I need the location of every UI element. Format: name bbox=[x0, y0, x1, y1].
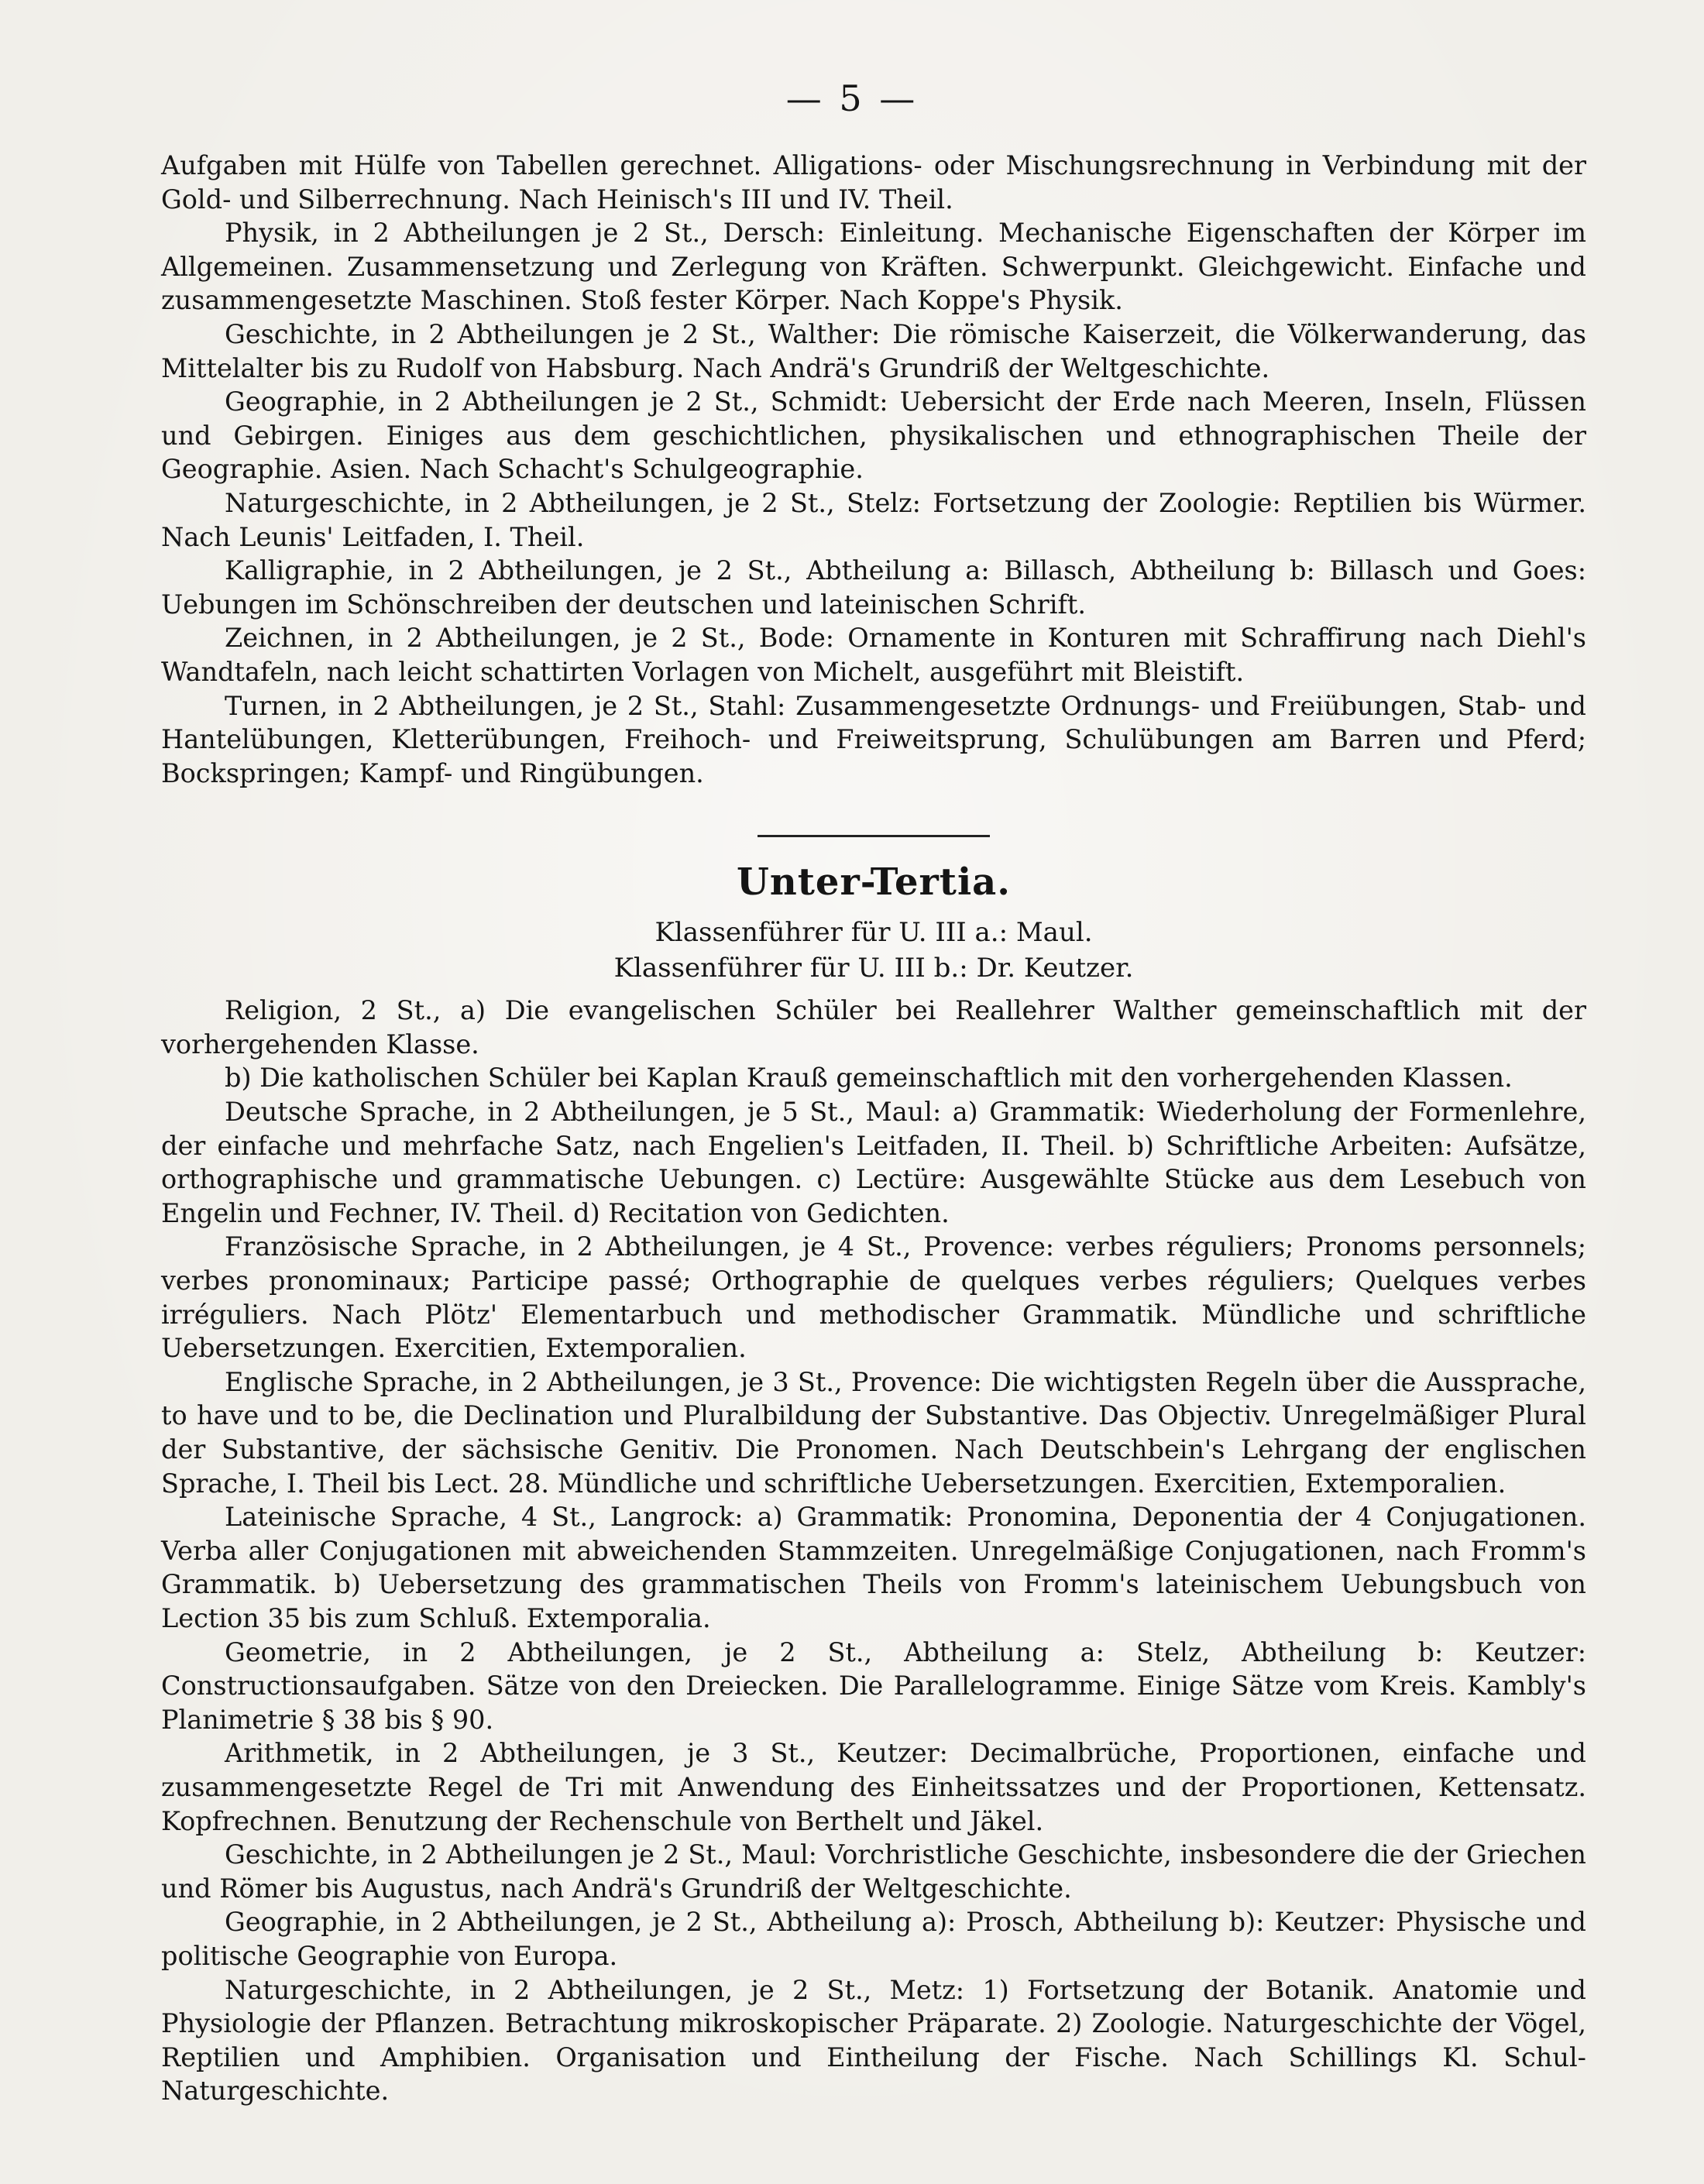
paragraph-franzoesische-sprache: Französische Sprache, in 2 Abtheilungen, je 4 St., Provence: verbes réguliers; Pronoms personnels; verbes pronominaux; Participe passé; Orthographie de quelques verbes réguliers; Quelques verbes irréguliers. Nach Plötz' Elementarbuch und methodischer Grammatik. Mündliche und schriftliche Uebersetzungen. Exercitien, Extemporalien. bbox=[161, 1231, 1586, 1364]
paragraph-englische-sprache: Englische Sprache, in 2 Abtheilungen, je 3 St., Provence: Die wichtigsten Regeln über die Aussprache, to have und to be, die Declination und Pluralbildung der Substantive. Das Objectiv. Unregelmäßiger Plural der Substantive, der sächsische Genitiv. Die Pronomen. Nach Deutschbein's Lehrgang der englischen Sprache, I. Theil bis Lect. 28. Mündliche und schriftliche Uebersetzungen. Exercitien, Extemporalien. bbox=[161, 1366, 1586, 1499]
paragraph-arithmetik: Arithmetik, in 2 Abtheilungen, je 3 St., Keutzer: Decimalbrüche, Proportionen, einfache und zusammengesetzte Regel de Tri mit Anwendung des Einheitssatzes und der Proportionen, Kettensatz. Kopfrechnen. Benutzung der Rechenschule von Berthelt und Jäkel. bbox=[161, 1738, 1586, 1836]
paragraph-kalligraphie: Kalligraphie, in 2 Abtheilungen, je 2 St., Abtheilung a: Billasch, Abtheilung b: Billasch und Goes: Uebungen im Schönschreiben der deutschen und lateinischen Schrift. bbox=[161, 555, 1586, 620]
paragraph-naturgeschichte: Naturgeschichte, in 2 Abtheilungen, je 2 St., Stelz: Fortsetzung der Zoologie: Reptilien bis Würmer. Nach Leunis' Leitfaden, I. Theil. bbox=[161, 487, 1586, 552]
section-divider bbox=[758, 835, 990, 837]
paragraph-lateinische-sprache: Lateinische Sprache, 4 St., Langrock: a) Grammatik: Pronomina, Deponentia der 4 Conjugationen. Verba aller Conjugationen mit abweichenden Stammzeiten. Unregelmäßige Conjugationen, nach Fromm's Grammatik. b) Uebersetzung des grammatischen Theils von Fromm's lateinischem Uebungsbuch von Lection 35 bis zum Schluß. Extemporalia. bbox=[161, 1502, 1586, 1633]
class-leader-b: Klassenführer für U. III b.: Dr. Keutzer. bbox=[613, 953, 1134, 984]
paragraph-geographie-tertia: Geographie, in 2 Abtheilungen, je 2 St., Abtheilung a): Prosch, Abtheilung b): Keutzer: Physische und politische Geographie von Europa. bbox=[161, 1907, 1586, 1971]
paragraph-geschichte-tertia: Geschichte, in 2 Abtheilungen je 2 St., Maul: Vorchristliche Geschichte, insbesondere die der Griechen und Römer bis Augustus, nach Andrä's Grundriß der Weltgeschichte. bbox=[161, 1839, 1586, 1904]
class-leaders bbox=[161, 915, 1586, 986]
paragraph-geschichte: Geschichte, in 2 Abtheilungen je 2 St., Walther: Die römische Kaiserzeit, die Völkerwanderung, das Mittelalter bis zu Rudolf von Habsburg. Nach Andrä's Grundriß der Weltgeschichte. bbox=[161, 318, 1586, 383]
class-leader-a: Klassenführer für U. III a.: Maul. bbox=[654, 917, 1093, 949]
paragraph-geographie: Geographie, in 2 Abtheilungen je 2 St., Schmidt: Uebersicht der Erde nach Meeren, Inseln, Flüssen und Gebirgen. Einiges aus dem geschichtlichen, physikalischen und ethnographischen Theile der Geographie. Asien. Nach Schacht's Schulgeographie. bbox=[161, 386, 1586, 485]
paragraph-physik: Physik, in 2 Abtheilungen je 2 St., Dersch: Einleitung. Mechanische Eigenschaften der Körper im Allgemeinen. Zusammensetzung und Zerlegung von Kräften. Schwerpunkt. Gleichgewicht. Einfache und zusammengesetzte Maschinen. Stoß fester Körper. Nach Koppe's Physik. bbox=[161, 218, 1586, 316]
paragraph-geometrie: Geometrie, in 2 Abtheilungen, je 2 St., Abtheilung a: Stelz, Abtheilung b: Keutzer: Constructionsaufgaben. Sätze von den Dreiecken. Die Parallelogramme. Einige Sätze vom Kreis. Kambly's Planimetrie § 38 bis § 90. bbox=[161, 1636, 1586, 1735]
section-title: Unter-Tertia. bbox=[737, 860, 1011, 905]
paragraph-religion-catholic: b) Die katholischen Schüler bei Kaplan Krauß gemeinschaftlich mit den vorhergehenden Klassen. bbox=[225, 1063, 1513, 1094]
paragraph-religion: Religion, 2 St., a) Die evangelischen Schüler bei Reallehrer Walther gemeinschaftlich mit der vorhergehenden Klasse. bbox=[161, 995, 1586, 1059]
paragraph-zeichnen: Zeichnen, in 2 Abtheilungen, je 2 St., Bode: Ornamente in Konturen mit Schraffirung nach Diehl's Wandtafeln, nach leicht schattirten Vorlagen von Michelt, ausgeführt mit Bleistift. bbox=[161, 623, 1586, 687]
text-column bbox=[161, 149, 1586, 2108]
paragraph-turnen: Turnen, in 2 Abtheilungen, je 2 St., Stahl: Zusammengesetzte Ordnungs- und Freiübungen, Stab- und Hantelübungen, Kletterübungen, Freihoch- und Freiweitsprung, Schulübungen am Barren und Pferd; Bockspringen; Kampf- und Ringübungen. bbox=[161, 690, 1586, 788]
paragraph-naturgeschichte-tertia: Naturgeschichte, in 2 Abtheilungen, je 2 St., Metz: 1) Fortsetzung der Botanik. Anatomie und Physiologie der Pflanzen. Betrachtung mikroskopischer Präparate. 2) Zoologie. Naturgeschichte der Vögel, Reptilien und Amphibien. Organisation und Eintheilung der Fische. Nach Schillings Kl. Schul-Naturgeschichte. bbox=[161, 1974, 1586, 2107]
paragraph-arithmetic-continued: Aufgaben mit Hülfe von Tabellen gerechnet. Alligations- oder Mischungsrechnung in Verbindung mit der Gold- und Silberrechnung. Nach Heinisch's III und IV. Theil. bbox=[161, 150, 1586, 215]
page-number: — 5 — bbox=[785, 77, 919, 119]
paragraph-deutsche-sprache: Deutsche Sprache, in 2 Abtheilungen, je 5 St., Maul: a) Grammatik: Wiederholung der Formenlehre, der einfache und mehrfache Satz, nach Engelien's Leitfaden, II. Theil. b) Schriftliche Arbeiten: Aufsätze, orthographische und grammatische Uebungen. c) Lectüre: Ausgewählte Stücke aus dem Lesebuch von Engelin und Fechner, IV. Theil. d) Recitation von Gedichten. bbox=[161, 1097, 1586, 1228]
